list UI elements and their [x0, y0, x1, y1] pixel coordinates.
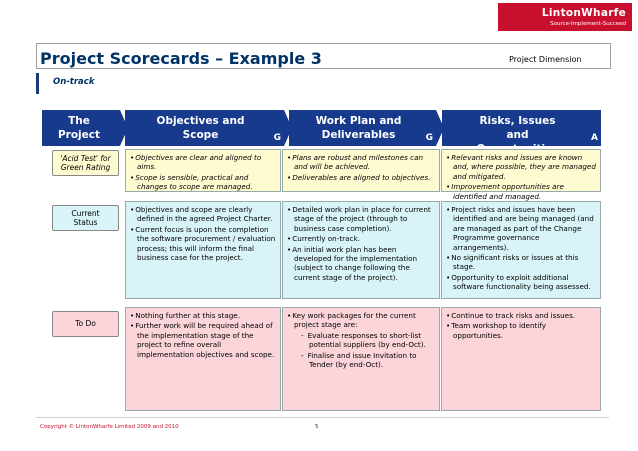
list-item: • Plans are robust and milestones can and will be achieved.: [287, 153, 435, 172]
cell-risks-to-do: [441, 307, 601, 411]
cell-risks-acid-test: [441, 149, 601, 201]
header-work-plan: [289, 110, 436, 146]
brand-logo: [498, 3, 632, 31]
header-risks-issues: [442, 110, 601, 146]
status-badge: A: [591, 133, 598, 143]
footer-divider: [36, 417, 609, 418]
status-label: On-track: [53, 77, 95, 87]
list-item: • Project risks and issues have been identified and are being managed (and are managed as part of the Change Programme governance arrangements).: [446, 205, 596, 252]
copyright-text: Copyright © LintonWharfe Limited 2009 and 2010: [40, 424, 179, 430]
status-badge: G: [273, 133, 281, 143]
status-bar-marker: [36, 73, 39, 94]
list-item: • Deliverables are aligned to objectives.: [287, 173, 435, 182]
brand-name: LintonWharfe: [541, 7, 626, 19]
cell-objectives-current-status: [125, 201, 281, 299]
list-item: • Currently on-track.: [287, 234, 435, 243]
status-badge: G: [425, 133, 433, 143]
row-label-current-status: Current Status: [52, 205, 119, 231]
page-subtitle: Project Dimension: [509, 55, 582, 64]
list-sub-item: - Evaluate responses to short-list potential suppliers (by end-Oct).: [287, 331, 435, 350]
list-item: • No significant risks or issues at this stage.: [446, 253, 596, 272]
header-the-project: [42, 110, 120, 146]
list-item: • Scope is sensible, practical and changes to scope are managed.: [130, 173, 276, 192]
cell-objectives-to-do: [125, 307, 281, 411]
cell-risks-current-status: [441, 201, 601, 299]
list-item: • Nothing further at this stage.: [130, 311, 276, 320]
row-label-acid-test: 'Acid Test' for Green Rating: [52, 150, 119, 176]
page-title: Project Scorecards – Example 3: [40, 49, 322, 68]
list-item: • Key work packages for the current project stage are:: [287, 311, 435, 330]
cell-workplan-acid-test: [282, 149, 440, 192]
list-item: • Detailed work plan in place for current stage of the project (through to business case completion).: [287, 205, 435, 233]
list-item: • An initial work plan has been developed for the implementation (subject to change following the current stage of the project).: [287, 245, 435, 283]
header-label: Work Plan and Deliverables: [315, 115, 402, 141]
header-label: Objectives and Scope: [156, 115, 245, 141]
header-label: Risks, Issues and: [479, 115, 556, 141]
list-item: • Improvement opportunities are identified and managed.: [446, 182, 596, 201]
row-label-to-do: To Do: [52, 311, 119, 337]
list-item: • Current focus is upon the completion the software procurement / evaluation process; this will inform the final business case for the project.: [130, 225, 276, 263]
brand-tagline: Source-Implement-Succeed: [550, 21, 626, 27]
list-item: • Objectives are clear and aligned to aims.: [130, 153, 276, 172]
list-sub-item: - Finalise and issue Invitation to Tender (by end-Oct).: [287, 351, 435, 370]
list-item: • Further work will be required ahead of the implementation stage of the project to refine overall implementation objectives and scope.: [130, 321, 276, 359]
list-item: • Objectives and scope are clearly defined in the agreed Project Charter.: [130, 205, 276, 224]
header-label: The Project: [57, 115, 101, 141]
cell-objectives-acid-test: [125, 149, 281, 192]
list-item: • Opportunity to exploit additional software functionality being assessed.: [446, 273, 596, 292]
header-objectives-scope: [125, 110, 284, 146]
list-item: • Relevant risks and issues are known and, where possible, they are managed and mitigated.: [446, 153, 596, 181]
list-item: • Continue to track risks and issues.: [446, 311, 596, 320]
cell-workplan-to-do: [282, 307, 440, 411]
cell-workplan-current-status: [282, 201, 440, 299]
page-number: 5: [315, 424, 319, 430]
list-item: • Team workshop to identify opportunities.: [446, 321, 596, 340]
